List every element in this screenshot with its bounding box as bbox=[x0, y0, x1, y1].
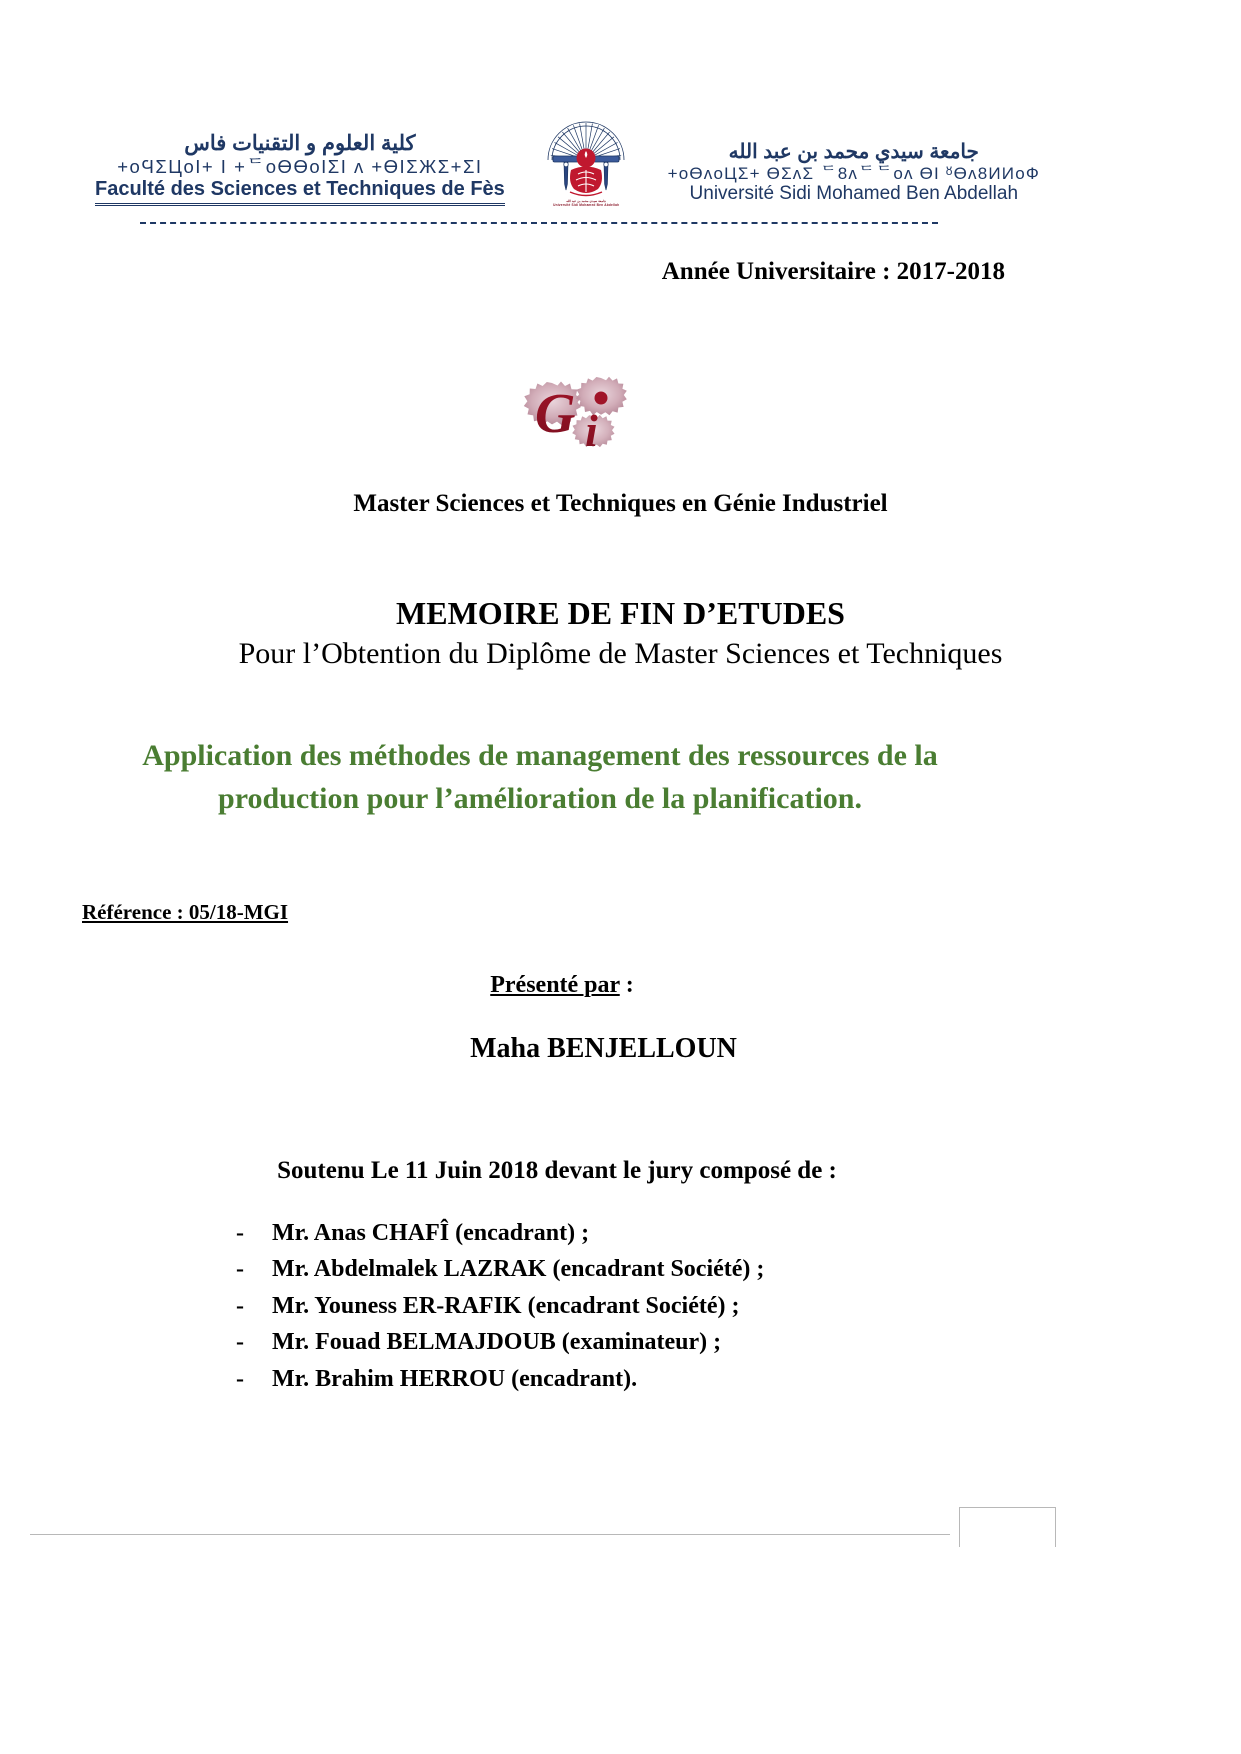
jury-bullet: - bbox=[236, 1365, 244, 1392]
jury-member-name: Mr. Anas CHAFÎ (encadrant) ; bbox=[272, 1220, 590, 1246]
faculty-name-tifinagh: +oϤΣЦoI+ I +ᄃoӨӨoIΣI ᴧ +ӨIΣЖΣ+ΣI bbox=[117, 155, 483, 177]
jury-list bbox=[236, 1215, 764, 1397]
document-header bbox=[95, 108, 1040, 208]
jury-bullet: - bbox=[236, 1220, 244, 1246]
program-title: Master Sciences et Techniques en Génie Industriel bbox=[353, 490, 888, 517]
document-subtitle: Pour l’Obtention du Diplôme de Master Sciences et Techniques bbox=[238, 637, 1003, 670]
university-crest-icon bbox=[540, 108, 632, 208]
presented-by-label: Présenté par bbox=[490, 972, 620, 998]
header-divider bbox=[140, 222, 938, 224]
faculty-name-french: Faculté des Sciences et Techniques de Fès bbox=[95, 177, 505, 206]
presented-by-colon: : bbox=[619, 972, 634, 998]
thesis-title: Application des méthodes de management des ressources de la production pour l’amélioration de la planification. bbox=[142, 739, 938, 815]
jury-bullet: - bbox=[236, 1329, 244, 1356]
presented-by-line bbox=[0, 972, 1124, 999]
footer-divider bbox=[30, 1534, 950, 1535]
svg-text:G: G bbox=[535, 383, 576, 445]
university-name-french: Université Sidi Mohamed Ben Abdellah bbox=[689, 183, 1019, 205]
academic-year: Année Universitaire : 2017-2018 bbox=[661, 258, 1005, 285]
reference-number: Référence : 05/18-MGI bbox=[82, 900, 289, 924]
list-item bbox=[236, 1251, 764, 1287]
jury-member-name: Mr. Brahim HERROU (encadrant). bbox=[272, 1365, 638, 1392]
author-name: Maha BENJELLOUN bbox=[470, 1033, 737, 1064]
crest-caption-french: Université Sidi Mohamed Ben Abdellah bbox=[553, 203, 620, 207]
university-name-tifinagh: +oӨᴧoЦΣ+ ӨΣᴧΣ ᄃ8ᴧᄃᄃoᴧ ӨI ᴽӨᴧ8ИИoФ bbox=[667, 163, 1040, 183]
jury-member-name: Mr. Youness ER-RAFIK (encadrant Société) ; bbox=[272, 1292, 740, 1319]
svg-text:i: i bbox=[585, 405, 598, 456]
university-logo-block bbox=[668, 141, 1040, 208]
university-name-arabic: جامعة سيدي محمد بن عبد الله bbox=[728, 140, 979, 163]
list-item bbox=[236, 1324, 764, 1360]
faculty-name-arabic: كلية العلوم و التقنيات فاس bbox=[184, 131, 416, 155]
list-item bbox=[236, 1288, 764, 1324]
list-item bbox=[236, 1215, 764, 1251]
jury-bullet: - bbox=[236, 1256, 244, 1283]
list-item bbox=[236, 1361, 764, 1397]
document-type: MEMOIRE DE FIN D’ETUDES bbox=[396, 595, 845, 631]
crest-caption bbox=[540, 199, 632, 207]
footer-page-box bbox=[959, 1507, 1056, 1547]
crest-caption-arabic: جامعة سيدي محمد بن عبد الله bbox=[566, 199, 607, 203]
jury-bullet: - bbox=[236, 1292, 244, 1319]
jury-member-name: Mr. Fouad BELMAJDOUB (examinateur) ; bbox=[272, 1329, 722, 1356]
defense-line: Soutenu Le 11 Juin 2018 devant le jury composé de : bbox=[277, 1157, 837, 1184]
faculty-logo-block bbox=[95, 132, 505, 208]
gi-logo-icon bbox=[505, 360, 650, 470]
jury-member-name: Mr. Abdelmalek LAZRAK (encadrant Société) ; bbox=[272, 1256, 765, 1283]
